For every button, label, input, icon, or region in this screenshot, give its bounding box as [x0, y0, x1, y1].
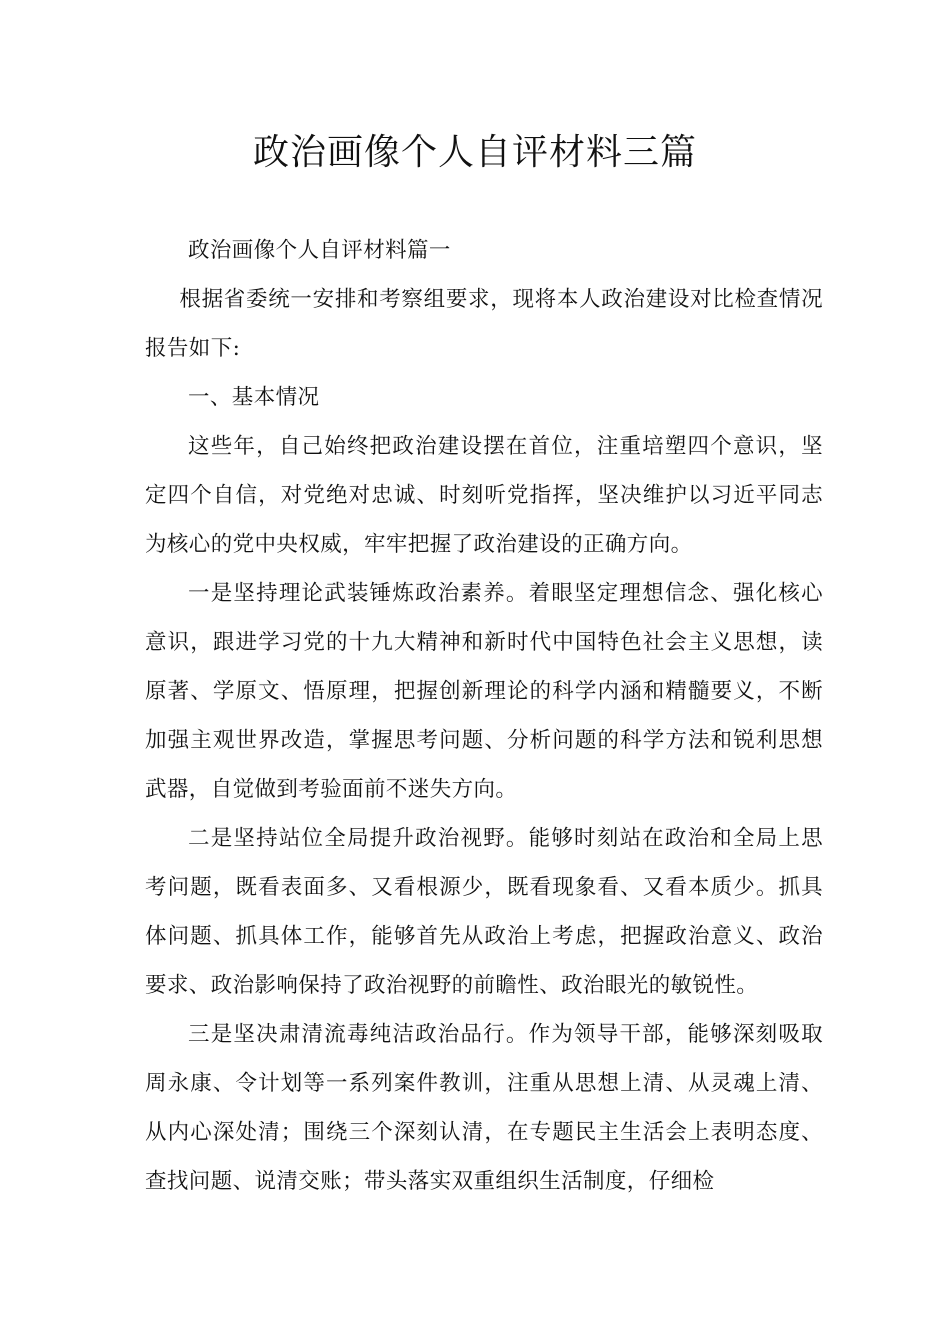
section-title: 政治画像个人自评材料篇一 — [188, 238, 451, 263]
paragraph-vision: 二是坚持站位全局提升政治视野。能够时刻站在政治和全局上思考问题，既看表面多、又看根源少，既看现象看、又看本质少。抓具体问题、抓具体工作，能够首先从政治上考虑，把握政治意义、政治要求、政治影响保持了政治视野的前瞻性、政治眼光的敏锐性。 — [145, 826, 823, 998]
intro-paragraph: 根据省委统一安排和考察组要求，现将本人政治建设对比检查情况报告如下: — [145, 287, 823, 361]
document-title: 政治画像个人自评材料三篇 — [252, 132, 697, 173]
paragraph-conduct: 三是坚决肃清流毒纯洁政治品行。作为领导干部，能够深刻吸取周永康、令计划等一系列案件教训，注重从思想上清、从灵魂上清、从内心深处清；围绕三个深刻认清，在专题民主生活会上表明态度、查找问题、说清交账；带头落实双重组织生活制度，仔细检 — [145, 1022, 823, 1194]
paragraph-theory: 一是坚持理论武装锤炼政治素养。着眼坚定理想信念、强化核心意识，跟进学习党的十九大精神和新时代中国特色社会主义思想，读原著、学原文、悟原理，把握创新理论的科学内涵和精髓要义，不断加强主观世界改造，掌握思考问题、分析问题的科学方法和锐利思想武器，自觉做到考验面前不迷失方向。 — [145, 581, 823, 802]
document-body — [145, 226, 823, 1206]
heading-basic-situation: 一、基本情况 — [188, 385, 320, 410]
paragraph-overview: 这些年，自己始终把政治建设摆在首位，注重培塑四个意识，坚定四个自信，对党绝对忠诚、时刻听党指挥，坚决维护以习近平同志为核心的党中央权威，牢牢把握了政治建设的正确方向。 — [145, 434, 823, 557]
